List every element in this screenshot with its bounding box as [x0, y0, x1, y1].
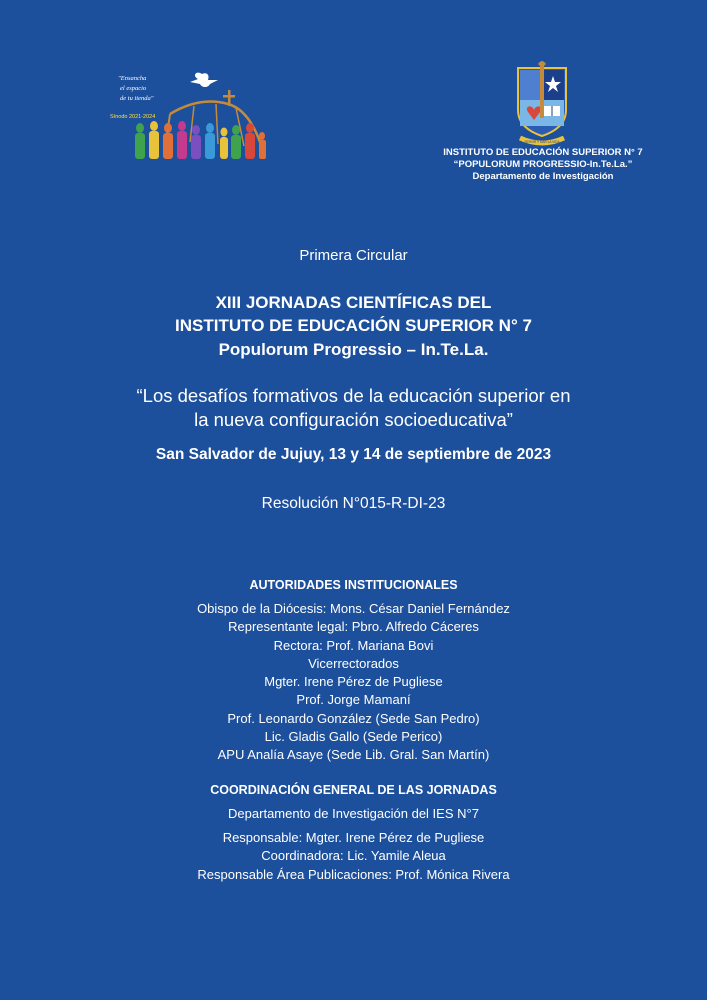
synod-years: Sínodo 2021-2024: [110, 114, 156, 120]
authority-line: Rectora: Prof. Mariana Bovi: [273, 637, 434, 653]
event-title-line-2: INSTITUTO DE EDUCACIÓN SUPERIOR N° 7: [175, 316, 532, 335]
authority-line: Prof. Leonardo González (Sede San Pedro): [227, 710, 480, 726]
institution-department: Departamento de Investigación: [472, 171, 614, 182]
authority-line: Prof. Jorge Mamaní: [296, 692, 411, 708]
coordination-heading: COORDINACIÓN GENERAL DE LAS JORNADAS: [210, 783, 497, 797]
institute-crest: [514, 60, 570, 146]
coordination-list: [0, 829, 707, 884]
authority-line: Representante legal: Pbro. Alfredo Cáceres: [228, 619, 479, 635]
theme-quote-line-1: “Los desafíos formativos de la educación superior en: [136, 385, 571, 406]
authority-line: Lic. Gladis Gallo (Sede Perico): [264, 729, 443, 745]
synod-motto-line-2: el espacio: [120, 85, 147, 92]
authority-line: APU Analía Asaye (Sede Lib. Gral. San Martín): [217, 747, 490, 763]
theme-quote-line-2: la nueva configuración socioeducativa”: [194, 409, 513, 430]
event-title-line-1: XIII JORNADAS CIENTÍFICAS DEL: [215, 293, 492, 312]
synod-logo: [110, 66, 270, 166]
authority-line: Obispo de la Diócesis: Mons. César Daniel Fernández: [197, 601, 510, 616]
institution-name: INSTITUTO DE EDUCACIÓN SUPERIOR N° 7: [443, 147, 643, 158]
synod-motto-line-3: de tu tienda": [120, 95, 154, 102]
crest-shield-icon: [514, 60, 570, 146]
authority-line: Mgter. Irene Pérez de Pugliese: [264, 674, 443, 690]
authorities-list: [0, 600, 707, 765]
resolution-number: Resolución N°015-R-DI-23: [261, 495, 446, 512]
coordination-line: Responsable Área Publicaciones: Prof. Mónica Rivera: [197, 866, 510, 882]
institution-subtitle: “POPULORUM PROGRESSIO-In.Te.La.”: [453, 159, 633, 170]
institution-header: [420, 147, 666, 183]
event-title-line-3: Populorum Progressio – In.Te.La.: [218, 340, 489, 359]
coordination-department: Departamento de Investigación del IES N°7: [228, 806, 479, 821]
synod-tent-icon: [110, 66, 270, 166]
coordination-line: Coordinadora: Lic. Yamile Aleua: [261, 848, 446, 864]
circular-label: Primera Circular: [299, 247, 408, 264]
synod-motto-line-1: "Ensancha: [118, 75, 147, 82]
authority-line: Vicerrectorados: [308, 655, 399, 671]
event-date: San Salvador de Jujuy, 13 y 14 de septiembre de 2023: [155, 446, 552, 463]
crest-motto: SERVIR Y DAR LA VIDA: [524, 140, 560, 144]
coordination-line: Responsable: Mgter. Irene Pérez de Pugliese: [222, 830, 485, 845]
authorities-heading: AUTORIDADES INSTITUCIONALES: [249, 578, 458, 592]
